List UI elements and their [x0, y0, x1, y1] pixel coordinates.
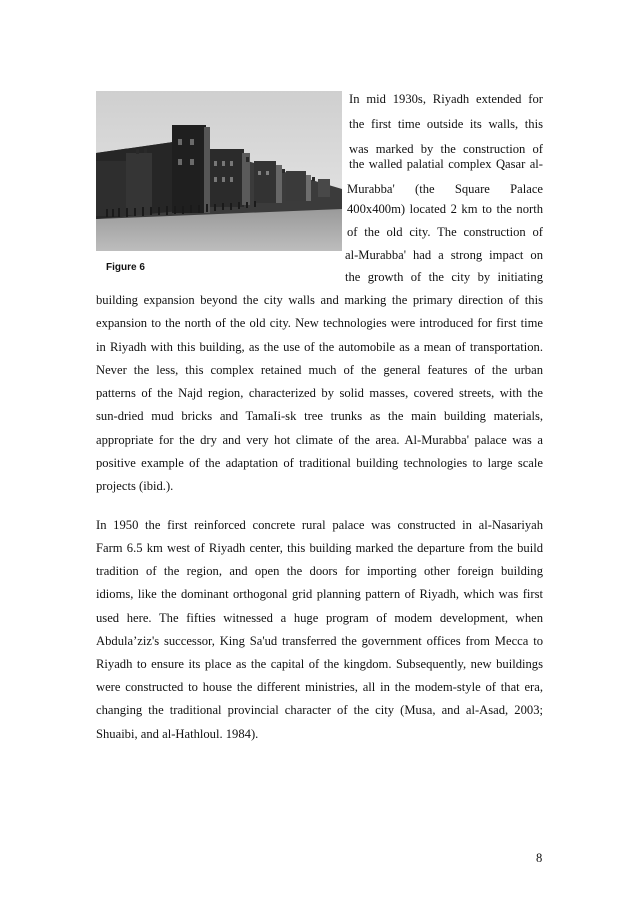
side-text-line: the growth of the city by initiating: [345, 270, 543, 284]
paragraph-2-line: tradition of the region, and open the doors for importing other foreign building: [96, 564, 543, 578]
side-text-line: was marked by the construction of: [349, 142, 543, 156]
paragraph-1-line: appropriate for the dry and very hot climate of the area. Al-Murabba' palace was a: [96, 433, 543, 447]
paragraph-1-line: building expansion beyond the city walls and marking the primary direction of this: [96, 293, 543, 307]
side-text-line: the first time outside its walls, this: [349, 117, 543, 131]
paragraph-1-line: positive example of the adaptation of traditional building technologies to large scale: [96, 456, 543, 470]
side-text-line: 400x400m) located 2 km to the north: [347, 202, 543, 216]
paragraph-2-line: idioms, like the dominant orthogonal grid planning pattern of Riyadh, which was first: [96, 587, 543, 601]
paragraph-2-line: In 1950 the first reinforced concrete rural palace was constructed in al-Nasariyah: [96, 518, 543, 532]
paragraph-1-line: in Riyadh with this building, as the use of the automobile as a mean of transportation.: [96, 340, 543, 354]
paragraph-1-line: expansion to the north of the old city. New technologies were introduced for first time: [96, 316, 543, 330]
paragraph-1-line: projects (ibid.).: [96, 479, 174, 493]
side-text-line: In mid 1930s, Riyadh extended for: [349, 92, 543, 106]
paragraph-1-line: patterns of the Najd region, characterized by solid masses, covered streets, with the: [96, 386, 543, 400]
side-text-line: al-Murabba' had a strong impact on: [345, 248, 543, 262]
paragraph-2-line: Farm 6.5 km west of Riyadh center, this building marked the departure from the build: [96, 541, 543, 555]
paragraph-2-line: Riyadh to ensure its place as the capital of the kingdom. Subsequently, new buildings: [96, 657, 543, 671]
side-text-line: the walled palatial complex Qasar al-: [349, 157, 543, 171]
paragraph-2-line: changing the traditional provincial character of the city (Musa, and al-Asad, 2003;: [96, 703, 543, 717]
paragraph-1-line: Never the less, this complex retained much of the general features of the urban: [96, 363, 543, 377]
figure-caption: Figure 6: [106, 262, 145, 273]
paragraph-1-line: sun-dried mud bricks and TamaIi-sk tree trunks as the main building materials,: [96, 409, 543, 423]
side-text-line: of the old city. The construction of: [347, 225, 543, 239]
paragraph-2-line: were constructed to house the different ministries, all in the modem-style of that era,: [96, 680, 543, 694]
figure-6-photo: [96, 91, 342, 251]
paragraph-2-line: used here. The fifties witnessed a huge program of modem development, when: [96, 611, 543, 625]
paragraph-2-line: Abdula’ziz's successor, King Sa'ud transferred the government offices from Mecca to: [96, 634, 543, 648]
page-number: 8: [536, 851, 543, 865]
side-text-line: Murabba' (the Square Palace: [347, 182, 543, 196]
paragraph-2-line: Shuaibi, and al-Hathloul. 1984).: [96, 727, 259, 741]
